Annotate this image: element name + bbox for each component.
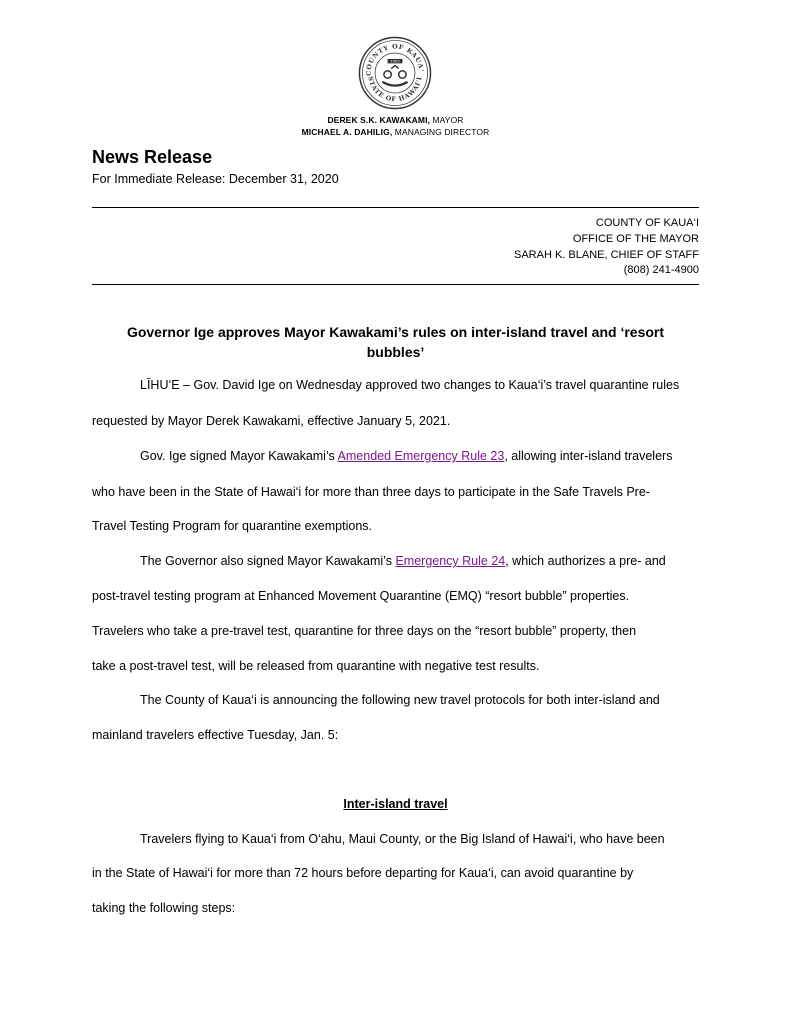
amended-emergency-rule-23-link[interactable]: Amended Emergency Rule 23 xyxy=(337,449,505,463)
body-text-line: requested by Mayor Derek Kawakami, effective January 5, 2021. xyxy=(92,414,451,428)
top-divider xyxy=(92,207,699,208)
body-text-line: Travel Testing Program for quarantine exemptions. xyxy=(92,519,372,533)
svg-text:COUNTY OF KAUA'I: COUNTY OF KAUA' xyxy=(365,43,425,76)
body-text-line: The County of Kaua‘i is announcing the following new travel protocols for both inter-island and xyxy=(140,693,660,707)
body-text-line: taking the following steps: xyxy=(92,901,236,915)
body-text-line: in the State of Hawai‘i for more than 72 hours before departing for Kaua‘i, can avoid quarantine by xyxy=(92,866,634,880)
managing-director-line: MICHAEL A. DAHILIG, MANAGING DIRECTOR xyxy=(301,127,490,137)
office-phone: (808) 241-4900 xyxy=(623,264,699,276)
bottom-divider xyxy=(92,284,699,285)
release-date: For Immediate Release: December 31, 2020 xyxy=(92,172,339,186)
headline xyxy=(92,322,699,362)
body-text-line: post-travel testing program at Enhanced Movement Quarantine (EMQ) “resort bubble” properties. xyxy=(92,589,630,603)
county-seal-logo xyxy=(358,36,432,110)
body-text-line: who have been in the State of Hawai‘i for more than three days to participate in the Safe Travels Pre- xyxy=(92,485,650,499)
news-release-title: News Release xyxy=(92,147,213,167)
headline-line: Governor Ige approves Mayor Kawakami’s rules on inter-island travel and ‘resort xyxy=(126,324,665,340)
body-text-line: Gov. Ige signed Mayor Kawakami’s Amended Emergency Rule 23, allowing inter-island travelers xyxy=(140,449,673,463)
body-text-line: Travelers flying to Kaua‘i from O‘ahu, Maui County, or the Big Island of Hawai‘i, who have been xyxy=(140,832,665,846)
body-text-line: mainland travelers effective Tuesday, Jan. 5: xyxy=(92,728,339,742)
svg-text:STATE OF HAWAI'I: STATE OF HAWAI'I xyxy=(366,75,424,104)
mayor-line: DEREK S.K. KAWAKAMI, MAYOR xyxy=(327,115,464,125)
body-text-line: Travelers who take a pre-travel test, quarantine for three days on the “resort bubble” property, then xyxy=(92,624,637,638)
emergency-rule-24-link[interactable]: Emergency Rule 24 xyxy=(395,554,506,568)
inter-island-travel-heading: Inter-island travel xyxy=(343,797,448,811)
svg-text:1905: 1905 xyxy=(390,59,400,64)
headline-line: bubbles’ xyxy=(366,344,425,360)
body-text-line: LĪHU‘E – Gov. David Ige on Wednesday approved two changes to Kaua‘i’s travel quarantine rules xyxy=(140,378,680,392)
office-mayor: OFFICE OF THE MAYOR xyxy=(572,233,699,245)
body-text-line: take a post-travel test, will be released from quarantine with negative test results. xyxy=(92,659,540,673)
office-chief-of-staff: SARAH K. BLANE, CHIEF OF STAFF xyxy=(514,249,699,261)
office-county: COUNTY OF KAUA‘I xyxy=(595,217,699,229)
body-text-line: The Governor also signed Mayor Kawakami’s Emergency Rule 24, which authorizes a pre- and xyxy=(140,554,666,568)
